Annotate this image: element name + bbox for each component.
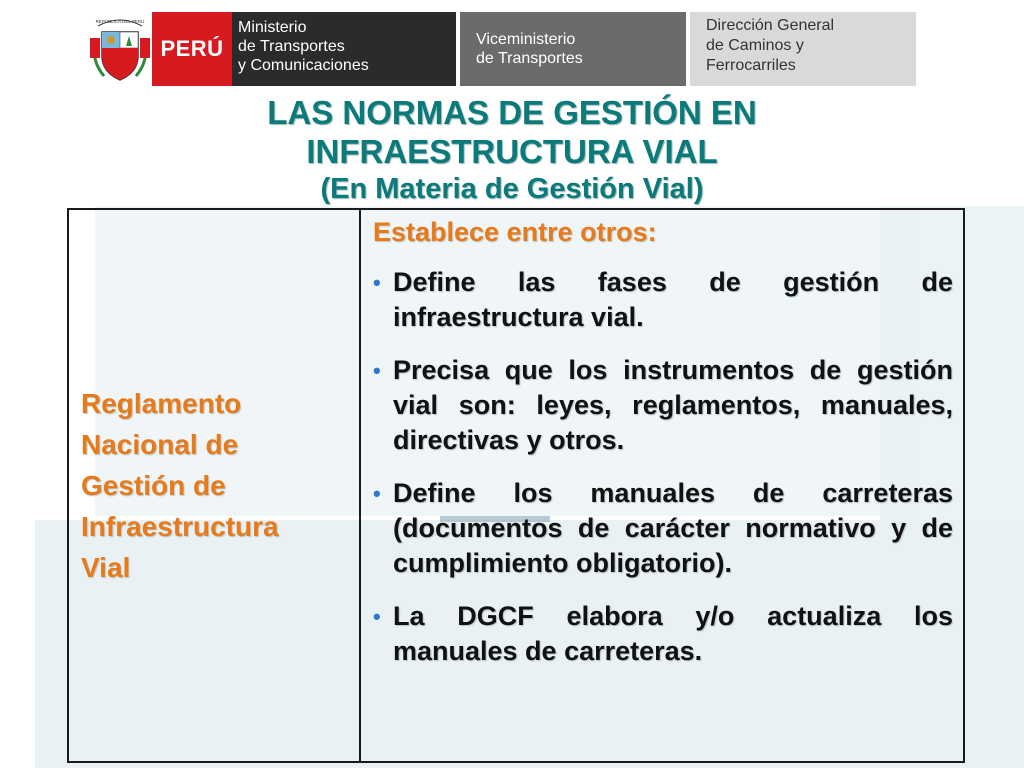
ministry-line: y Comunicaciones bbox=[238, 57, 369, 74]
regulation-name-cell bbox=[69, 210, 361, 761]
page-title-line-2: INFRAESTRUCTURA VIAL bbox=[306, 133, 718, 170]
bullet-icon: • bbox=[373, 481, 381, 506]
vice-ministry-box bbox=[460, 12, 686, 86]
svg-text:REPÚBLICA DEL PERÚ: REPÚBLICA DEL PERÚ bbox=[95, 19, 145, 24]
ministry-line: Ministerio bbox=[238, 19, 307, 36]
details-list bbox=[373, 265, 953, 669]
direction-line: de Caminos y bbox=[706, 37, 804, 54]
list-item-text: Define los manuales de carreteras (documentos de carácter normativo y de cumplimiento obligatorio). bbox=[393, 478, 953, 578]
list-item bbox=[373, 476, 953, 581]
coat-of-arms-icon bbox=[88, 12, 152, 86]
bullet-icon: • bbox=[373, 358, 381, 383]
regulation-name-line: Vial bbox=[81, 552, 131, 583]
regulation-name-line: Gestión de bbox=[81, 470, 226, 501]
list-item-text: La DGCF elabora y/o actualiza los manuales de carreteras. bbox=[393, 601, 953, 666]
country-label: PERÚ bbox=[160, 36, 224, 61]
ministry-line: de Transportes bbox=[238, 38, 345, 55]
direction-box bbox=[690, 12, 916, 86]
list-item-text: Precisa que los instrumentos de gestión vial son: leyes, reglamentos, manuales, directivas y otros. bbox=[393, 355, 953, 455]
direction-line: Ferrocarriles bbox=[706, 57, 796, 74]
page-title: LAS NORMAS DE GESTIÓN EN bbox=[267, 94, 757, 131]
regulation-name-line: Reglamento bbox=[81, 388, 242, 419]
regulation-name-line: Nacional de bbox=[81, 429, 239, 460]
regulation-name-line: Infraestructura bbox=[81, 511, 279, 542]
list-item bbox=[373, 353, 953, 458]
direction-line: Dirección General bbox=[706, 17, 835, 34]
vice-ministry-line: de Transportes bbox=[476, 50, 583, 67]
coat-of-arms-logo bbox=[88, 12, 152, 86]
regulation-name bbox=[81, 383, 279, 588]
peru-logo-box bbox=[152, 12, 232, 86]
vice-ministry-line: Viceministerio bbox=[476, 31, 576, 48]
content-table bbox=[67, 208, 965, 763]
bullet-icon: • bbox=[373, 604, 381, 629]
list-item bbox=[373, 599, 953, 669]
ministry-box bbox=[232, 12, 456, 86]
list-item bbox=[373, 265, 953, 335]
page-subtitle: (En Materia de Gestión Vial) bbox=[320, 173, 704, 205]
bullet-icon: • bbox=[373, 270, 381, 295]
details-intro: Establece entre otros: bbox=[373, 217, 657, 247]
list-item-text: Define las fases de gestión de infraestructura vial. bbox=[393, 267, 953, 332]
regulation-details-cell bbox=[361, 210, 963, 761]
